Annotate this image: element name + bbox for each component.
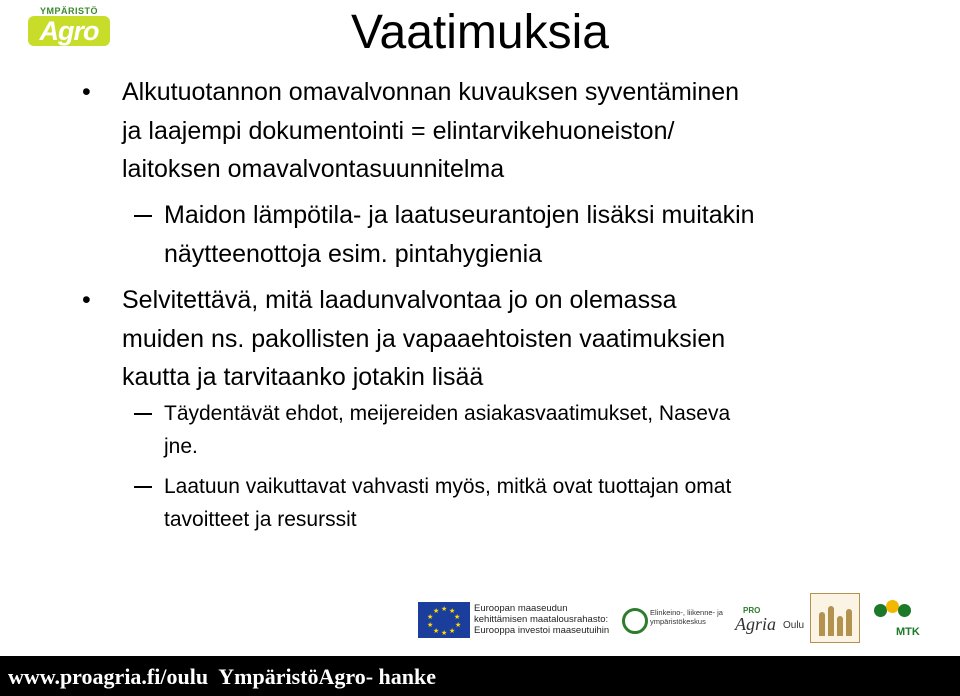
subitem-line-1: Täydentävät ehdot, meijereiden asiakasvaatimukset, Naseva bbox=[164, 402, 731, 425]
ely-centre-logo bbox=[622, 606, 730, 640]
footer-text: www.proagria.fi/oulu YmpäristöAgro- hanke bbox=[8, 664, 437, 689]
bullet-1-line-2: ja laajempi dokumentointi = elintarvikehuoneiston/ bbox=[122, 116, 675, 145]
dash-marker bbox=[134, 413, 152, 415]
bullet-2-line-1: Selvitettävä, mitä laadunvalvontaa jo on olemassa bbox=[122, 286, 677, 314]
eu-fund-text bbox=[474, 603, 618, 636]
agria-city-text: Oulu bbox=[783, 620, 805, 631]
dash-marker bbox=[134, 486, 152, 488]
footer-bar bbox=[0, 656, 960, 696]
bullet-1-line-1: Alkutuotannon omavalvonnan kuvauksen syventäminen bbox=[122, 78, 740, 106]
bullet-marker: • bbox=[82, 286, 91, 314]
bullet-1 bbox=[122, 73, 922, 189]
subitem-line-2: tavoitteet ja resurssit bbox=[164, 508, 357, 531]
bullet-2-line-3: kautta ja tarvitaanko jotakin lisää bbox=[122, 363, 484, 391]
eu-line-2: kehittämisen maatalousrahasto: bbox=[474, 614, 609, 625]
mtk-text: MTK bbox=[896, 626, 920, 638]
logo-top-text: YMPÄRISTÖ bbox=[39, 6, 98, 16]
subitem-line-1: Laatuun vaikuttavat vahvasti myös, mitkä ovat tuottajan omat bbox=[164, 475, 732, 498]
bullet-marker: • bbox=[82, 78, 91, 106]
family-figures-logo bbox=[810, 593, 860, 643]
subitem-line-2: näytteenottoja esim. pintahygienia bbox=[164, 239, 543, 268]
mtk-logo bbox=[868, 600, 924, 644]
ely-line-2: ympäristökeskus bbox=[650, 617, 706, 626]
agria-name-text: Agria bbox=[735, 614, 777, 634]
agria-pro-text: PRO bbox=[743, 606, 761, 615]
dash-marker bbox=[134, 215, 152, 217]
slide-title: Vaatimuksia bbox=[351, 6, 609, 59]
eu-flag-icon: ★ ★ ★ ★ ★ ★ ★ ★ ★ ★ bbox=[418, 602, 470, 638]
eu-line-3: Eurooppa investoi maaseutuihin bbox=[474, 625, 610, 636]
logo-main-text: Agro bbox=[28, 16, 110, 46]
proagria-oulu-logo bbox=[735, 606, 805, 642]
bullet-2-subitem-1 bbox=[164, 397, 924, 463]
ely-line-1: Elinkeino-, liikenne- ja bbox=[650, 608, 723, 617]
subitem-line-2: jne. bbox=[164, 435, 198, 458]
bullet-2-line-2: muiden ns. pakollisten ja vapaaehtoisten vaatimuksien bbox=[122, 324, 726, 353]
subitem-line-1: Maidon lämpötila- ja laatuseurantojen lisäksi muitakin bbox=[164, 201, 755, 229]
eu-line-1: Euroopan maaseudun bbox=[474, 603, 568, 614]
bullet-1-line-3: laitoksen omavalvontasuunnitelma bbox=[122, 155, 505, 183]
bullet-2 bbox=[122, 281, 922, 397]
bullet-2-subitem-2 bbox=[164, 470, 924, 536]
bullet-1-subitem-1 bbox=[164, 196, 924, 273]
ely-leaf-icon bbox=[622, 608, 648, 634]
